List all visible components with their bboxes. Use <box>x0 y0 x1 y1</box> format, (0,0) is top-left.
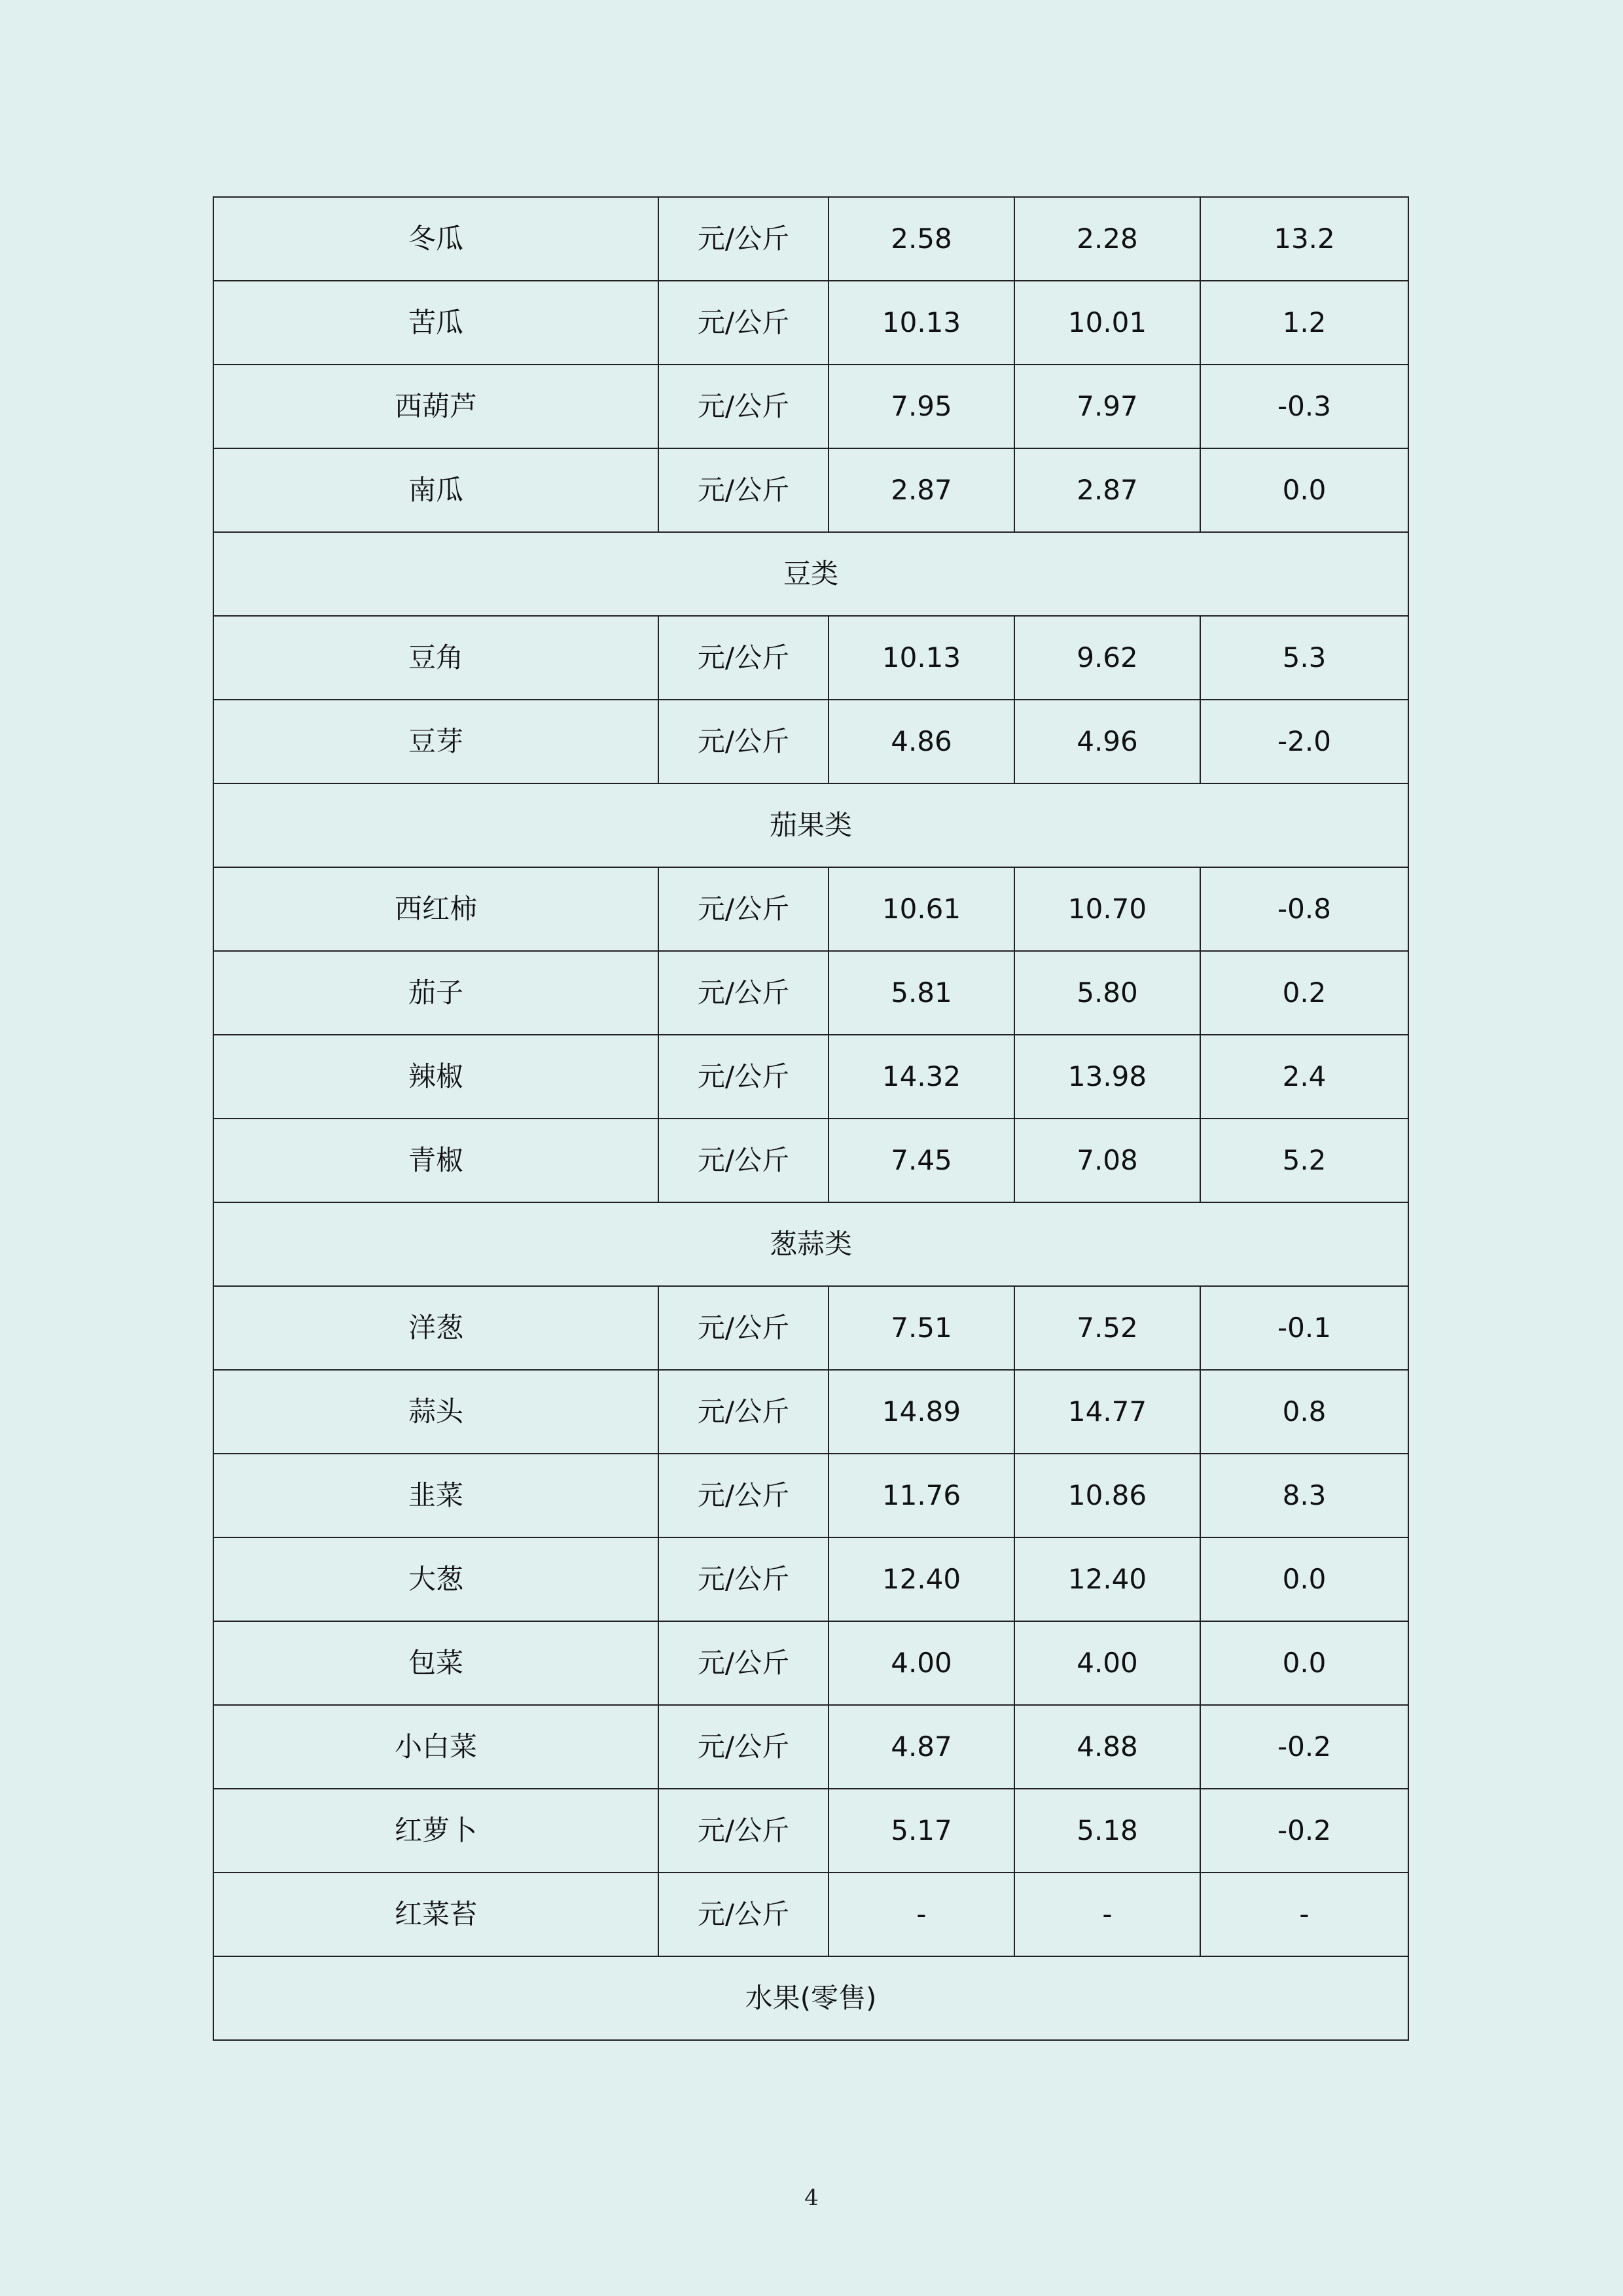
previous-price-cell: 4.88 <box>1014 1705 1200 1789</box>
change-percent-cell: -0.3 <box>1200 365 1408 448</box>
table-row <box>213 700 1408 783</box>
item-name-cell: 辣椒 <box>213 1035 658 1119</box>
previous-price-cell: 9.62 <box>1014 616 1200 700</box>
current-price-cell: 14.89 <box>829 1370 1014 1454</box>
unit-cell: 元/公斤 <box>658 951 829 1035</box>
current-price-cell: 10.13 <box>829 281 1014 365</box>
unit-cell: 元/公斤 <box>658 1286 829 1370</box>
change-percent-cell: -0.8 <box>1200 867 1408 951</box>
item-name-cell: 韭菜 <box>213 1454 658 1537</box>
unit-cell: 元/公斤 <box>658 1789 829 1873</box>
previous-price-cell: 7.52 <box>1014 1286 1200 1370</box>
table-row <box>213 1286 1408 1370</box>
price-table <box>213 196 1409 2041</box>
previous-price-cell: 2.28 <box>1014 197 1200 281</box>
change-percent-cell: -0.1 <box>1200 1286 1408 1370</box>
table-row <box>213 1705 1408 1789</box>
previous-price-cell: 7.97 <box>1014 365 1200 448</box>
change-percent-cell: -2.0 <box>1200 700 1408 783</box>
page-number: 4 <box>804 2185 819 2211</box>
change-percent-cell: - <box>1200 1873 1408 1956</box>
category-label: 茄果类 <box>213 783 1408 867</box>
table-row <box>213 616 1408 700</box>
item-name-cell: 大葱 <box>213 1537 658 1621</box>
category-label: 豆类 <box>213 532 1408 616</box>
change-percent-cell: 0.0 <box>1200 448 1408 532</box>
previous-price-cell: 14.77 <box>1014 1370 1200 1454</box>
unit-cell: 元/公斤 <box>658 867 829 951</box>
previous-price-cell: 12.40 <box>1014 1537 1200 1621</box>
item-name-cell: 包菜 <box>213 1621 658 1705</box>
change-percent-cell: 5.3 <box>1200 616 1408 700</box>
item-name-cell: 红萝卜 <box>213 1789 658 1873</box>
unit-cell: 元/公斤 <box>658 1873 829 1956</box>
current-price-cell: 2.58 <box>829 197 1014 281</box>
current-price-cell: 10.13 <box>829 616 1014 700</box>
category-row <box>213 1202 1408 1286</box>
item-name-cell: 西红柿 <box>213 867 658 951</box>
change-percent-cell: 0.2 <box>1200 951 1408 1035</box>
item-name-cell: 洋葱 <box>213 1286 658 1370</box>
previous-price-cell: 13.98 <box>1014 1035 1200 1119</box>
table-row <box>213 1621 1408 1705</box>
previous-price-cell: 2.87 <box>1014 448 1200 532</box>
change-percent-cell: 13.2 <box>1200 197 1408 281</box>
current-price-cell: 5.17 <box>829 1789 1014 1873</box>
previous-price-cell: - <box>1014 1873 1200 1956</box>
change-percent-cell: 0.0 <box>1200 1537 1408 1621</box>
category-label: 葱蒜类 <box>213 1202 1408 1286</box>
change-percent-cell: -0.2 <box>1200 1789 1408 1873</box>
category-row <box>213 1956 1408 2040</box>
table-row <box>213 951 1408 1035</box>
unit-cell: 元/公斤 <box>658 1370 829 1454</box>
unit-cell: 元/公斤 <box>658 281 829 365</box>
change-percent-cell: 0.8 <box>1200 1370 1408 1454</box>
current-price-cell: 4.86 <box>829 700 1014 783</box>
previous-price-cell: 4.00 <box>1014 1621 1200 1705</box>
item-name-cell: 茄子 <box>213 951 658 1035</box>
current-price-cell: 5.81 <box>829 951 1014 1035</box>
current-price-cell: 4.87 <box>829 1705 1014 1789</box>
unit-cell: 元/公斤 <box>658 1454 829 1537</box>
category-label: 水果(零售) <box>213 1956 1408 2040</box>
change-percent-cell: -0.2 <box>1200 1705 1408 1789</box>
item-name-cell: 豆角 <box>213 616 658 700</box>
table-row <box>213 1119 1408 1202</box>
table-row <box>213 1789 1408 1873</box>
current-price-cell: 7.95 <box>829 365 1014 448</box>
current-price-cell: 4.00 <box>829 1621 1014 1705</box>
previous-price-cell: 7.08 <box>1014 1119 1200 1202</box>
unit-cell: 元/公斤 <box>658 1119 829 1202</box>
unit-cell: 元/公斤 <box>658 616 829 700</box>
table-row <box>213 1035 1408 1119</box>
table-row <box>213 197 1408 281</box>
item-name-cell: 冬瓜 <box>213 197 658 281</box>
change-percent-cell: 2.4 <box>1200 1035 1408 1119</box>
previous-price-cell: 4.96 <box>1014 700 1200 783</box>
current-price-cell: 7.51 <box>829 1286 1014 1370</box>
item-name-cell: 苦瓜 <box>213 281 658 365</box>
table-row <box>213 448 1408 532</box>
change-percent-cell: 8.3 <box>1200 1454 1408 1537</box>
unit-cell: 元/公斤 <box>658 1537 829 1621</box>
change-percent-cell: 0.0 <box>1200 1621 1408 1705</box>
current-price-cell: 2.87 <box>829 448 1014 532</box>
item-name-cell: 豆芽 <box>213 700 658 783</box>
change-percent-cell: 5.2 <box>1200 1119 1408 1202</box>
current-price-cell: 14.32 <box>829 1035 1014 1119</box>
table-row <box>213 1370 1408 1454</box>
item-name-cell: 南瓜 <box>213 448 658 532</box>
current-price-cell: 11.76 <box>829 1454 1014 1537</box>
item-name-cell: 蒜头 <box>213 1370 658 1454</box>
current-price-cell: 10.61 <box>829 867 1014 951</box>
unit-cell: 元/公斤 <box>658 448 829 532</box>
unit-cell: 元/公斤 <box>658 365 829 448</box>
category-row <box>213 783 1408 867</box>
table-row <box>213 281 1408 365</box>
item-name-cell: 西葫芦 <box>213 365 658 448</box>
current-price-cell: 7.45 <box>829 1119 1014 1202</box>
price-table-body <box>213 197 1408 2040</box>
unit-cell: 元/公斤 <box>658 1705 829 1789</box>
current-price-cell: 12.40 <box>829 1537 1014 1621</box>
item-name-cell: 小白菜 <box>213 1705 658 1789</box>
item-name-cell: 青椒 <box>213 1119 658 1202</box>
table-row <box>213 1873 1408 1956</box>
unit-cell: 元/公斤 <box>658 197 829 281</box>
previous-price-cell: 5.80 <box>1014 951 1200 1035</box>
unit-cell: 元/公斤 <box>658 1621 829 1705</box>
item-name-cell: 红菜苔 <box>213 1873 658 1956</box>
table-row <box>213 1454 1408 1537</box>
previous-price-cell: 10.86 <box>1014 1454 1200 1537</box>
previous-price-cell: 5.18 <box>1014 1789 1200 1873</box>
table-row <box>213 365 1408 448</box>
category-row <box>213 532 1408 616</box>
table-row <box>213 1537 1408 1621</box>
current-price-cell: - <box>829 1873 1014 1956</box>
table-row <box>213 867 1408 951</box>
previous-price-cell: 10.70 <box>1014 867 1200 951</box>
change-percent-cell: 1.2 <box>1200 281 1408 365</box>
previous-price-cell: 10.01 <box>1014 281 1200 365</box>
unit-cell: 元/公斤 <box>658 700 829 783</box>
unit-cell: 元/公斤 <box>658 1035 829 1119</box>
